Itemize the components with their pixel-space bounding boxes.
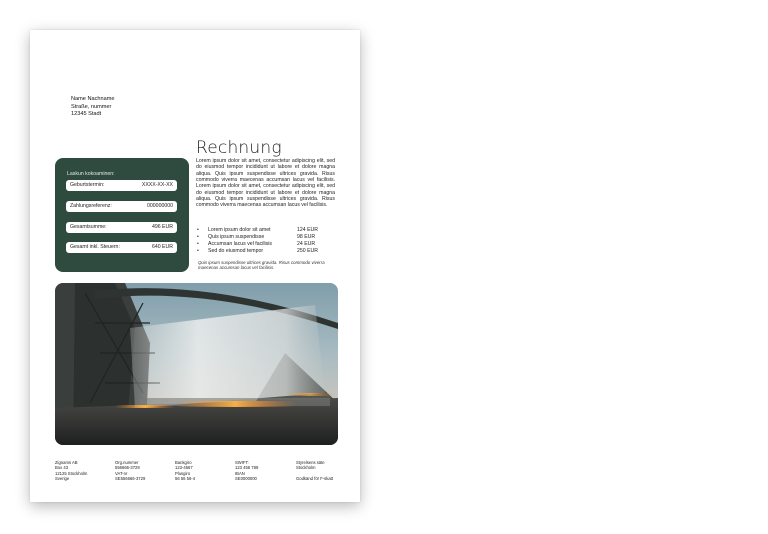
footer-swift-column (235, 460, 258, 481)
invoice-note: Quis ipsum suspendisse ultrices gravida. Risus commodo viverra maecenas accumsan lacus vel facilisis. (198, 260, 325, 271)
field-value: 496 EUR (151, 224, 173, 231)
bridge-truck-photo (55, 283, 338, 445)
footer-text: SE0000000 (235, 475, 257, 481)
recipient-street: Straße, nummer (71, 103, 112, 110)
footer-text: SWIFT: (235, 460, 249, 465)
field-label: Gesamt inkl. Steuern: (70, 244, 120, 251)
bullet-icon: • (197, 227, 199, 233)
list-item (196, 248, 336, 255)
field-value: 640 EUR (151, 244, 173, 251)
invoice-summary-panel (55, 158, 189, 272)
bullet-icon: • (197, 241, 199, 247)
field-label: Geburtstermin: (70, 182, 105, 189)
item-name: Sed do eiusmod tempor (208, 248, 264, 254)
footer-text: VAT-nr (115, 470, 128, 476)
bullet-icon: • (197, 248, 199, 254)
recipient-name: Name Nachname (71, 96, 115, 102)
panel-title: Laskun kokoaminen: (67, 171, 115, 177)
list-item (196, 241, 336, 248)
footer-text: Styrelsens säte (296, 460, 325, 465)
invoice-title: Rechnung (196, 138, 282, 158)
list-item (196, 227, 336, 234)
footer-text: Org.nummer (115, 460, 139, 465)
footer-bank-column (175, 460, 195, 481)
item-price: 124 EUR (297, 227, 319, 233)
list-item (196, 234, 336, 241)
footer-text: Sverige (55, 475, 70, 481)
invoice-page (30, 30, 360, 502)
footer-company-column (55, 460, 87, 481)
footer-text: SE556666-3729 (115, 475, 146, 481)
line-items-list (196, 227, 336, 255)
item-name: Accumsan lacus vel facilisis (208, 241, 273, 247)
total-field (66, 222, 177, 233)
footer-text: 556666-3729 (115, 465, 140, 471)
field-label: Zahlungsreferenz: (70, 203, 112, 210)
footer-text: 123-4567 (175, 465, 193, 471)
recipient-address (71, 96, 115, 119)
footer-text: Godkänd för F-skatt (296, 475, 334, 481)
footer-text: 56 56 56-4 (175, 475, 196, 481)
item-name: Lorem ipsum dolor sit amet (208, 227, 271, 233)
footer-org-column (115, 460, 145, 481)
payment-reference-field (66, 201, 177, 212)
footer-text: Stockholm (296, 465, 316, 471)
footer-text: 123 456 789 (235, 465, 259, 471)
footer-text: 12125 Stockholm (55, 470, 88, 476)
field-value: XXXX-XX-XX (141, 182, 173, 189)
invoice-body-text: Lorem ipsum dolor sit amet, consectetur adipiscing elit, sed do eiusmod tempor incididunt ut labore et dolore magna aliqua. Quis ipsum suspendisse ultrices gravida. Risus commodo viverra maecenas accumsan lacus vel facilisis. Lorem ipsum dolor sit amet, consectetur adipiscing elit, sed do eiusmod tempor incididunt ut labore et dolore magna aliqua. Quis ipsum suspendisse ultrices gravida. Risus commodo viverra maecenas accumsan lacus vel facilisis. (196, 158, 335, 209)
item-name: Quis ipsum suspendisse (208, 234, 265, 240)
recipient-city: 12345 Stadt (71, 111, 102, 118)
item-price: 250 EUR (297, 248, 319, 254)
footer-text: Zignams AB (55, 460, 78, 465)
footer-board-column (296, 460, 333, 481)
item-price: 98 EUR (297, 234, 316, 240)
footer-text: IBAN (235, 470, 245, 476)
footer-text: Plusgiro (175, 470, 191, 476)
total-incl-tax-field (66, 242, 177, 253)
field-label: Gesamtsumme: (70, 224, 107, 231)
item-price: 24 EUR (297, 241, 316, 247)
due-date-field (66, 180, 177, 191)
field-value: 000000000 (147, 203, 173, 210)
bullet-icon: • (197, 234, 199, 240)
footer-text: Box 43 (55, 465, 69, 471)
footer-text: Bankgiro (175, 460, 192, 465)
